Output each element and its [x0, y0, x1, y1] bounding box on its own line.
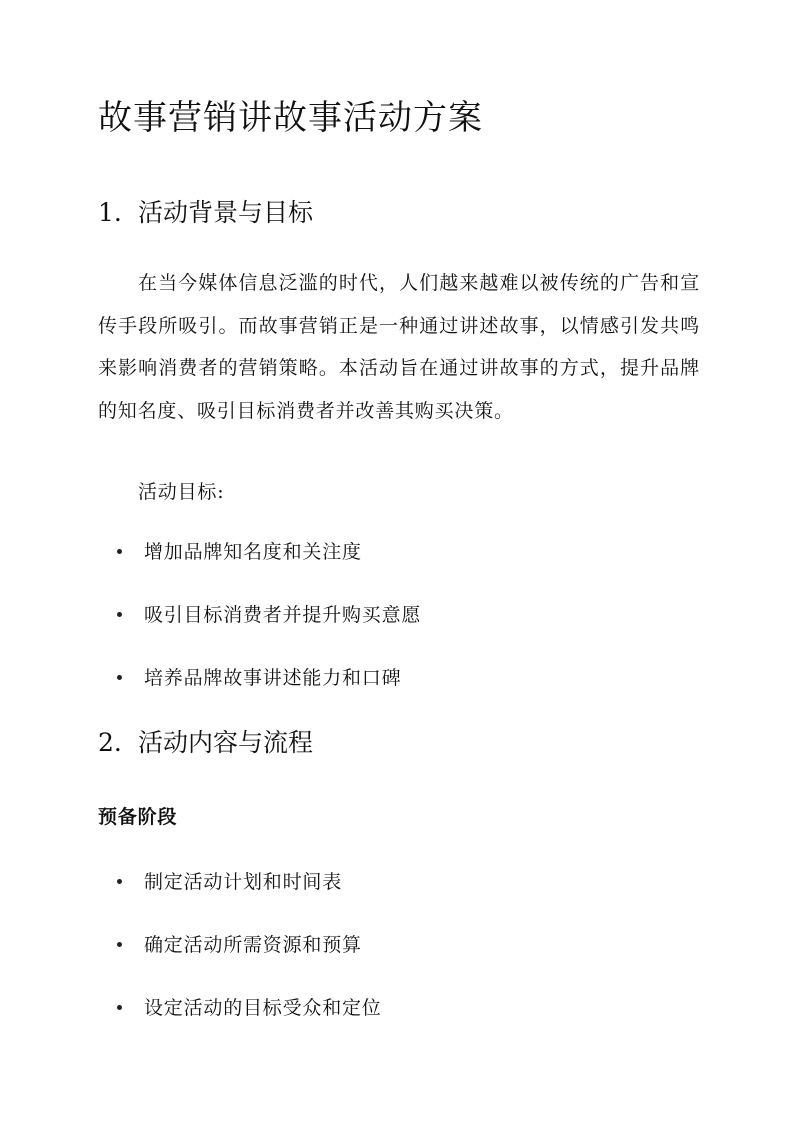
bullet-icon	[117, 675, 122, 680]
bullet-icon	[117, 942, 122, 947]
section-heading-content-process	[98, 726, 313, 760]
bullet-icon	[117, 612, 122, 617]
list-item-text: 吸引目标消费者并提升购买意愿	[144, 604, 422, 626]
goals-label: 活动目标:	[138, 481, 225, 503]
bullet-icon	[117, 1005, 122, 1010]
bullet-icon	[117, 879, 122, 884]
document-title: 故事营销讲故事活动方案	[98, 98, 483, 138]
list-item-text: 培养品牌故事讲述能力和口碑	[144, 667, 402, 689]
section-heading-background-goals	[98, 196, 313, 230]
subheading-preparation: 预备阶段	[98, 806, 178, 828]
background-paragraph: 在当今媒体信息泛滥的时代，人们越来越难以被传统的广告和宣传手段所吸引。而故事营销正是一种通过讲述故事，以情感引发共鸣来影响消费者的营销策略。本活动旨在通过讲故事的方式，提升品牌的知名度、吸引目标消费者并改善其购买决策。	[98, 272, 700, 422]
section-title: 活动背景与目标	[138, 198, 314, 227]
list-item-text: 确定活动所需资源和预算	[144, 934, 362, 956]
section-number: 1.	[98, 198, 122, 227]
list-item-text: 设定活动的目标受众和定位	[144, 997, 382, 1019]
list-item-text: 制定活动计划和时间表	[144, 871, 343, 893]
section-number: 2.	[98, 728, 122, 757]
list-item-text: 增加品牌知名度和关注度	[144, 541, 362, 563]
section-title: 活动内容与流程	[138, 728, 314, 757]
bullet-icon	[117, 549, 122, 554]
